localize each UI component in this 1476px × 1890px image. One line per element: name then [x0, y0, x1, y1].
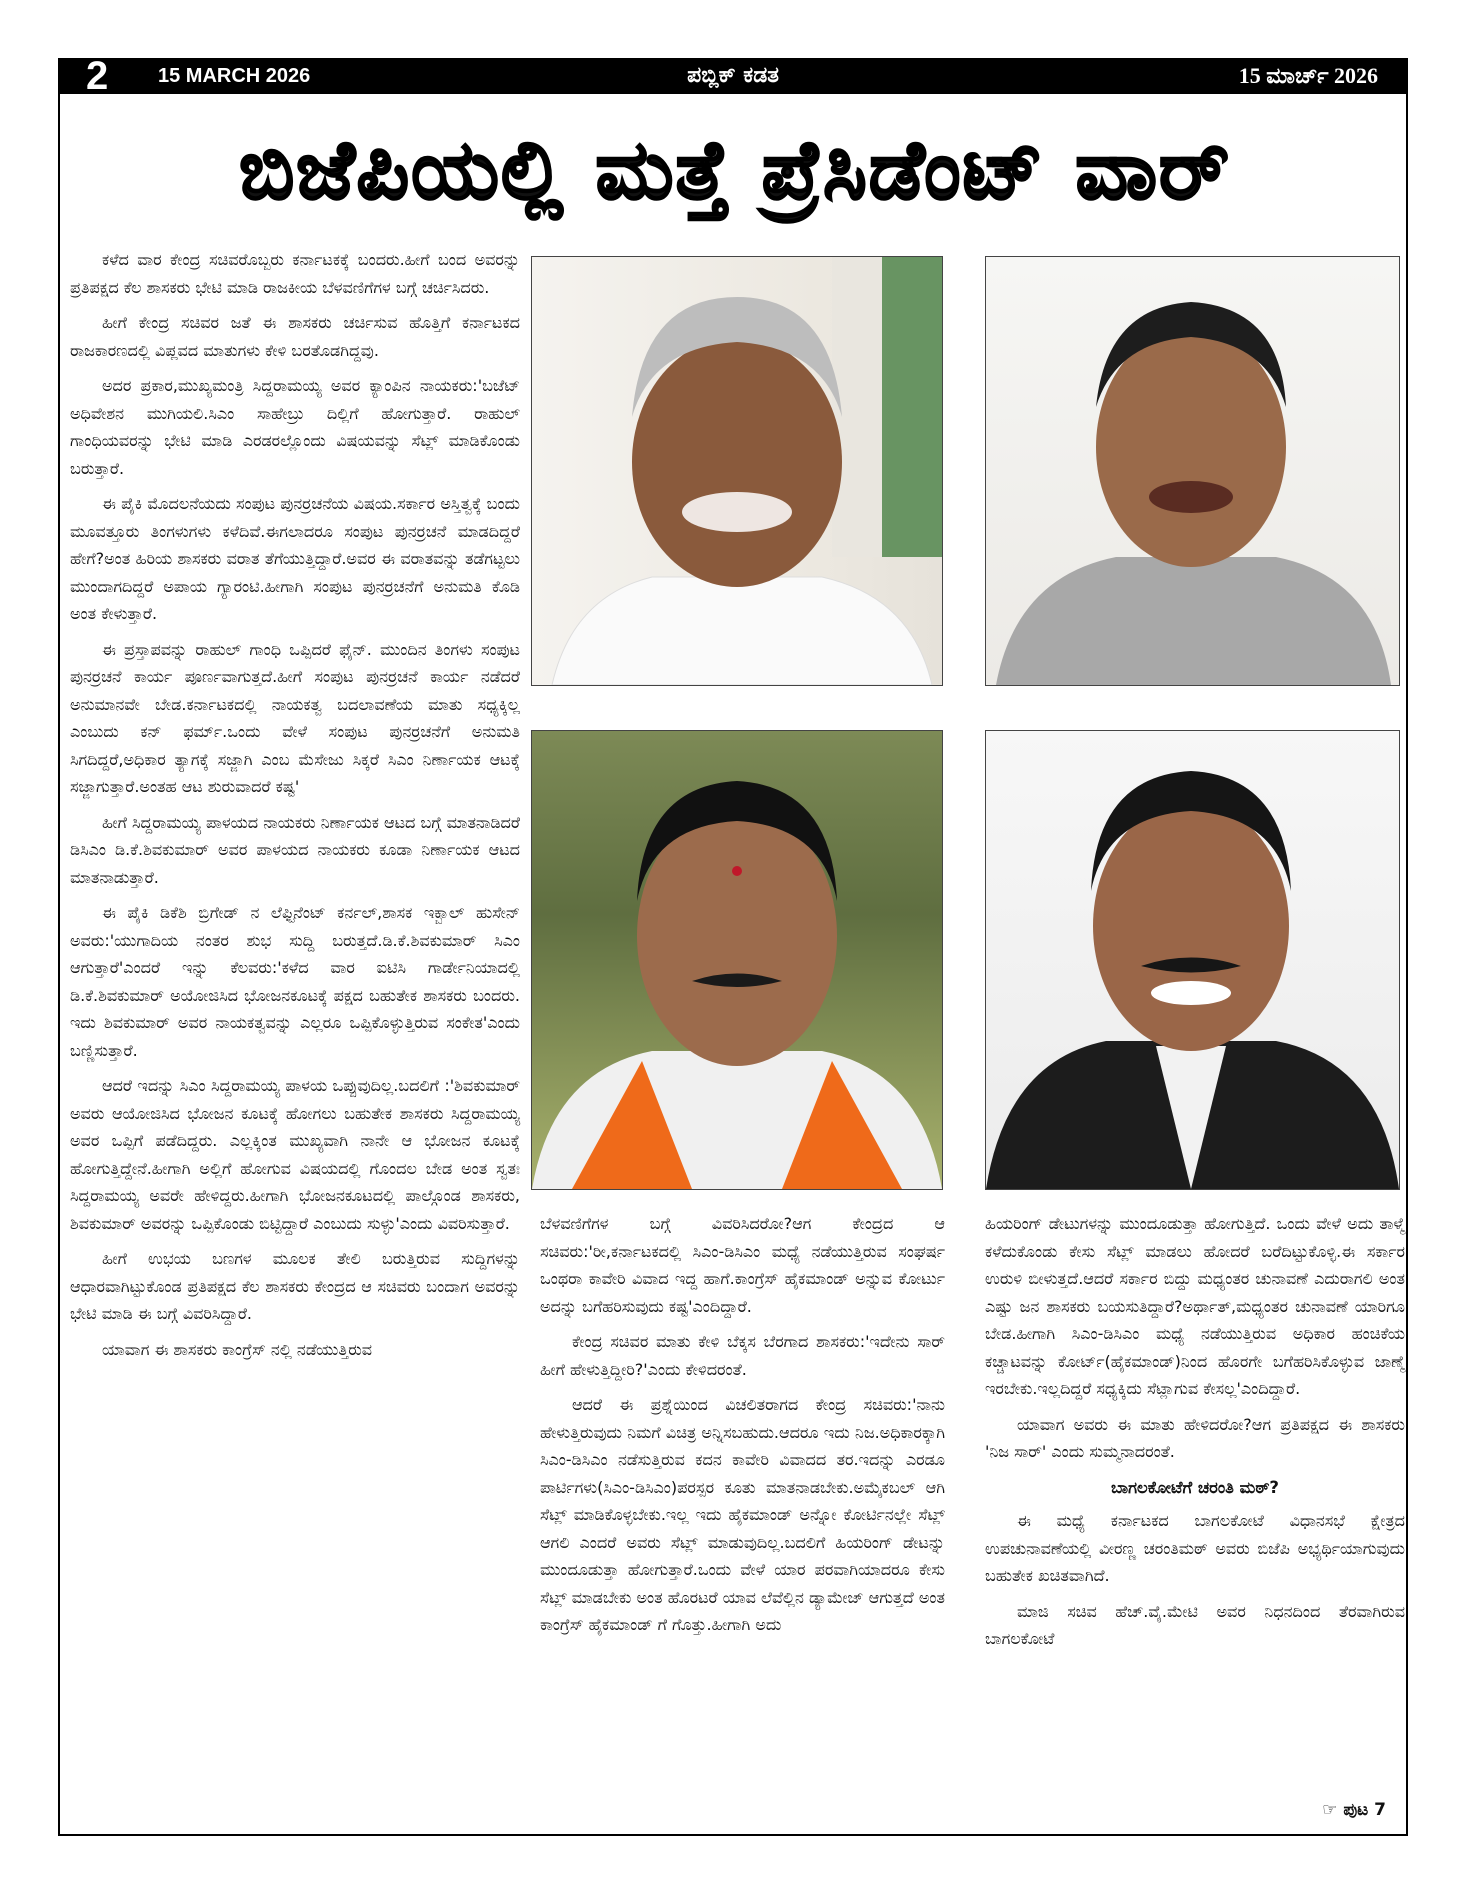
newspaper-name: ಪಬ್ಲಿಕ್ ಕಡತ	[687, 63, 779, 88]
article-column-3	[985, 1210, 1405, 1661]
paragraph: ಈ ಪ್ರಸ್ತಾಪವನ್ನು ರಾಹುಲ್ ಗಾಂಧಿ ಒಪ್ಪಿದರೆ ಫೈನ್. ಮುಂದಿನ ತಿಂಗಳು ಸಂಪುಟ ಪುನರ್ರಚನೆ ಕಾರ್ಯ ಪೂರ್ಣವಾಗುತ್ತದೆ.ಹೀಗೆ ಸಂಪುಟ ಪುನರ್ರಚನೆ ಕಾರ್ಯ ನಡೆದರೆ ಅನುಮಾನವೇ ಬೇಡ.ಕರ್ನಾಟಕದಲ್ಲಿ ನಾಯಕತ್ವ ಬದಲಾವಣೆಯ ಮಾತು ಸಧ್ಯಕ್ಕಿಲ್ಲ ಎಂಬುದು ಕನ್ ಫರ್ಮ್.ಒಂದು ವೇಳೆ ಸಂಪುಟ ಪುನರ್ರಚನೆಗೆ ಅನುಮತಿ ಸಿಗದಿದ್ದರೆ,ಅಧಿಕಾರ ತ್ಯಾಗಕ್ಕೆ ಸಜ್ಜಾಗಿ ಎಂಬ ಮೆಸೇಜು ಸಿಕ್ಕರೆ ಸಿಎಂ ನಿರ್ಣಾಯಕ ಆಟಕ್ಕೆ ಸಜ್ಜಾಗುತ್ತಾರೆ.ಅಂತಹ ಆಟ ಶುರುವಾದರೆ ಕಷ್ಟ'	[70, 639, 520, 796]
paragraph: ಈ ಮಧ್ಯೆ ಕರ್ನಾಟಕದ ಬಾಗಲಕೋಟೆ ವಿಧಾನಸಭೆ ಕ್ಷೇತ್ರದ ಉಪಚುನಾವಣೆಯಲ್ಲಿ ವೀರಣ್ಣ ಚರಂತಿಮಠ್ ಅವರು ಬಿಜೆಪಿ ಅಭ್ಯರ್ಥಿಯಾಗುವುದು ಬಹುತೇಕ ಖಚಿತವಾಗಿದೆ.	[985, 1511, 1405, 1585]
portrait-photo-2	[985, 256, 1400, 686]
paragraph: ಮಾಜಿ ಸಚಿವ ಹೆಚ್.ವೈ.ಮೇಟಿ ಅವರ ನಿಧನದಿಂದ ತೆರವಾಗಿರುವ ಬಾಗಲಕೋಟೆ	[985, 1601, 1405, 1648]
portrait-photo-4	[985, 730, 1400, 1190]
portrait-leader-black-jacket-image	[986, 731, 1399, 1189]
date-kannada: 15 ಮಾರ್ಚ್ 2026	[1238, 63, 1378, 88]
paragraph: ಕೇಂದ್ರ ಸಚಿವರ ಮಾತು ಕೇಳಿ ಬೆಕ್ಕಸ ಬೆರಗಾದ ಶಾಸಕರು:'ಇದೇನು ಸಾರ್ ಹೀಗೆ ಹೇಳುತ್ತಿದ್ದೀರಿ?'ಎಂದು ಕೇಳಿದರಂತೆ.	[540, 1332, 945, 1379]
paragraph: ಆದರೆ ಇದನ್ನು ಸಿಎಂ ಸಿದ್ದರಾಮಯ್ಯ ಪಾಳಯ ಒಪ್ಪುವುದಿಲ್ಲ.ಬದಲಿಗೆ :'ಶಿವಕುಮಾರ್ ಅವರು ಆಯೋಜಿಸಿದ ಭೋಜನ ಕೂಟಕ್ಕೆ ಹೋಗಲು ಬಹುತೇಕ ಶಾಸಕರು ಸಿದ್ದರಾಮಯ್ಯ ಅವರ ಒಪ್ಪಿಗೆ ಪಡೆದಿದ್ದರು. ಎಲ್ಲಕ್ಕಿಂತ ಮುಖ್ಯವಾಗಿ ನಾನೇ ಆ ಭೋಜನ ಕೂಟಕ್ಕೆ ಹೋಗುತ್ತಿದ್ದೇನೆ.ಹೀಗಾಗಿ ಅಲ್ಲಿಗೆ ಹೋಗುವ ವಿಷಯದಲ್ಲಿ ಗೊಂದಲ ಬೇಡ ಅಂತ ಸ್ವತಃ ಸಿದ್ದರಾಮಯ್ಯ ಅವರೇ ಹೇಳಿದ್ದರು.ಹೀಗಾಗಿ ಭೋಜನಕೂಟದಲ್ಲಿ ಪಾಲ್ಗೊಂಡ ಶಾಸಕರು, ಶಿವಕುಮಾರ್ ಅವರನ್ನು ಒಪ್ಪಿಕೊಂಡು ಬಿಟ್ಟಿದ್ದಾರೆ ಎಂಬುದು ಸುಳ್ಳು'ಎಂದು ವಿವರಿಸುತ್ತಾರೆ.	[70, 1076, 520, 1233]
portrait-photo-1	[531, 256, 943, 686]
paragraph: ಯಾವಾಗ ಅವರು ಈ ಮಾತು ಹೇಳಿದರೋ?ಆಗ ಪ್ರತಿಪಕ್ಷದ ಈ ಶಾಸಕರು 'ನಿಜ ಸಾರ್' ಎಂದು ಸುಮ್ಮನಾದರಂತೆ.	[985, 1414, 1405, 1461]
paragraph: ಅದರ ಪ್ರಕಾರ,ಮುಖ್ಯಮಂತ್ರಿ ಸಿದ್ದರಾಮಯ್ಯ ಅವರ ಕ್ಯಾಂಪಿನ ನಾಯಕರು:'ಬಜೆಟ್ ಅಧಿವೇಶನ ಮುಗಿಯಲಿ.ಸಿಎಂ ಸಾಹೇಬ್ರು ದಿಲ್ಲಿಗೆ ಹೋಗುತ್ತಾರೆ. ರಾಹುಲ್ ಗಾಂಧಿಯವರನ್ನು ಭೇಟಿ ಮಾಡಿ ಎರಡರಲ್ಲೊಂದು ವಿಷಯವನ್ನು ಸೆಟ್ಲ್ ಮಾಡಿಕೊಂಡು ಬರುತ್ತಾರೆ.	[70, 376, 520, 478]
portrait-photo-3	[531, 730, 943, 1190]
continued-label: ಪುಟ 7	[1343, 1800, 1386, 1820]
headline: ಬಿಜೆಪಿಯಲ್ಲಿ ಮತ್ತೆ ಪ್ರೆಸಿಡೆಂಟ್ ವಾರ್	[239, 123, 1231, 218]
portrait-senior-leader-image	[532, 257, 942, 685]
continued-page-ref	[1322, 1800, 1386, 1820]
paragraph: ಹೀಗೆ ಕೇಂದ್ರ ಸಚಿವರ ಜತೆ ಈ ಶಾಸಕರು ಚರ್ಚಿಸುವ ಹೊತ್ತಿಗೆ ಕರ್ನಾಟಕದ ರಾಜಕಾರಣದಲ್ಲಿ ವಿಪ್ಲವದ ಮಾತುಗಳು ಕೇಳಿ ಬರತೊಡಗಿದ್ದವು.	[70, 313, 520, 360]
continued-arrow-icon: ☞	[1322, 1800, 1338, 1820]
subheading: ಬಾಗಲಕೋಟೆಗೆ ಚರಂತಿ ಮಠ್?	[1110, 1477, 1279, 1497]
paragraph: ಬೆಳವಣಿಗೆಗಳ ಬಗ್ಗೆ ವಿವರಿಸಿದರೋ?ಆಗ ಕೇಂದ್ರದ ಆ ಸಚಿವರು:'ರೀ,ಕರ್ನಾಟಕದಲ್ಲಿ ಸಿಎಂ-ಡಿಸಿಎಂ ಮಧ್ಯೆ ನಡೆಯುತ್ತಿರುವ ಸಂಘರ್ಷ ಒಂಥರಾ ಕಾವೇರಿ ವಿವಾದ ಇದ್ದ ಹಾಗೆ.ಕಾಂಗ್ರೆಸ್ ಹೈಕಮಾಂಡ್ ಅನ್ನುವ ಕೋರ್ಟು ಅದನ್ನು ಬಗೆಹರಿಸುವುದು ಕಷ್ಟ'ಎಂದಿದ್ದಾರೆ.	[540, 1214, 945, 1316]
article-column-1	[70, 246, 520, 1371]
paragraph: ಈ ಪೈಕಿ ಮೊದಲನೆಯದು ಸಂಪುಟ ಪುನರ್ರಚನೆಯ ವಿಷಯ.ಸರ್ಕಾರ ಅಸ್ತಿತ್ವಕ್ಕೆ ಬಂದು ಮೂವತ್ತೂರು ತಿಂಗಳುಗಳು ಕಳೆದಿವೆ.ಈಗಲಾದರೂ ಸಂಪುಟ ಪುನರ್ರಚನೆ ಮಾಡದಿದ್ದರೆ ಹೇಗೆ?ಅಂತ ಹಿರಿಯ ಶಾಸಕರು ವರಾತ ತೆಗೆಯುತ್ತಿದ್ದಾರೆ.ಅವರ ಈ ವರಾತವನ್ನು ತಡೆಗಟ್ಟಲು ಮುಂದಾಗದಿದ್ದರೆ ಅಪಾಯ ಗ್ಯಾರಂಟಿ.ಹೀಗಾಗಿ ಸಂಪುಟ ಪುನರ್ರಚನೆಗೆ ಅನುಮತಿ ಕೊಡಿ ಅಂತ ಕೇಳುತ್ತಾರೆ.	[70, 494, 520, 623]
page-number: 2	[86, 54, 109, 98]
portrait-leader-saffron-scarf-image	[532, 731, 942, 1189]
paragraph: ಆದರೆ ಈ ಪ್ರಶ್ನೆಯಿಂದ ವಿಚಲಿತರಾಗದ ಕೇಂದ್ರ ಸಚಿವರು:'ನಾನು ಹೇಳುತ್ತಿರುವುದು ನಿಮಗೆ ವಿಚಿತ್ರ ಅನ್ನಿಸಬಹುದು.ಆದರೂ ಇದು ನಿಜ.ಅಧಿಕಾರಕ್ಕಾಗಿ ಸಿಎಂ-ಡಿಸಿಎಂ ನಡೆಸುತ್ತಿರುವ ಕದನ ಕಾವೇರಿ ವಿವಾದದ ತರ.ಇದನ್ನು ಎರಡೂ ಪಾರ್ಟಿಗಳು(ಸಿಎಂ-ಡಿಸಿಎಂ)ಪರಸ್ಪರ ಕೂತು ಮಾತನಾಡಬೇಕು.ಅಮೈಕಬಲ್ ಆಗಿ ಸೆಟ್ಲ್ ಮಾಡಿಕೊಳ್ಳಬೇಕು.ಇಲ್ಲ ಇದು ಹೈಕಮಾಂಡ್ ಅನ್ನೋ ಕೋರ್ಟಿನಲ್ಲೇ ಸೆಟ್ಲ್ ಆಗಲಿ ಎಂದರೆ ಅವರು ಸೆಟ್ಲ್ ಮಾಡುವುದಿಲ್ಲ.ಬದಲಿಗೆ ಹಿಯರಿಂಗ್ ಡೇಟನ್ನು ಮುಂದೂಡುತ್ತಾ ಹೋಗುತ್ತಾರೆ.ಒಂದು ವೇಳೆ ಯಾರ ಪರವಾಗಿಯಾದರೂ ಕೇಸು ಸೆಟ್ಲ್ ಮಾಡಬೇಕು ಅಂತ ಹೊರಟರೆ ಯಾವ ಲೆವೆಲ್ಲಿನ ಡ್ಯಾಮೇಜ್ ಆಗುತ್ತದೆ ಅಂತ ಕಾಂಗ್ರೆಸ್ ಹೈಕಮಾಂಡ್ ಗೆ ಗೊತ್ತು.ಹೀಗಾಗಿ ಅದು	[540, 1395, 945, 1634]
paragraph: ಯಾವಾಗ ಈ ಶಾಸಕರು ಕಾಂಗ್ರೆಸ್ ನಲ್ಲಿ ನಡೆಯುತ್ತಿರುವ	[102, 1339, 373, 1359]
paragraph: ಹೀಗೆ ಉಭಯ ಬಣಗಳ ಮೂಲಕ ತೇಲಿ ಬರುತ್ತಿರುವ ಸುದ್ದಿಗಳನ್ನು ಆಧಾರವಾಗಿಟ್ಟುಕೊಂಡ ಪ್ರತಿಪಕ್ಷದ ಕೆಲ ಶಾಸಕರು ಕೇಂದ್ರದ ಆ ಸಚಿವರು ಬಂದಾಗ ಅವರನ್ನು ಭೇಟಿ ಮಾಡಿ ಈ ಬಗ್ಗೆ ವಿವರಿಸಿದ್ದಾರೆ.	[70, 1249, 520, 1323]
page-header	[58, 54, 1408, 98]
paragraph: ಹೀಗೆ ಸಿದ್ದರಾಮಯ್ಯ ಪಾಳಯದ ನಾಯಕರು ನಿರ್ಣಾಯಕ ಆಟದ ಬಗ್ಗೆ ಮಾತನಾಡಿದರೆ ಡಿಸಿಎಂ ಡಿ.ಕೆ.ಶಿವಕುಮಾರ್ ಅವರ ಪಾಳಯದ ನಾಯಕರು ಕೂಡಾ ನಿರ್ಣಾಯಕ ಆಟದ ಮಾತನಾಡುತ್ತಾರೆ.	[70, 812, 520, 887]
portrait-leader-grey-shirt-image	[986, 257, 1399, 685]
paragraph: ಹಿಯರಿಂಗ್ ಡೇಟುಗಳನ್ನು ಮುಂದೂಡುತ್ತಾ ಹೋಗುತ್ತಿದೆ. ಒಂದು ವೇಳೆ ಅದು ತಾಳ್ಮೆ ಕಳೆದುಕೊಂಡು ಕೇಸು ಸೆಟ್ಲ್ ಮಾಡಲು ಹೋದರೆ ಬರೆದಿಟ್ಟುಕೊಳ್ಳಿ.ಈ ಸರ್ಕಾರ ಉರುಳಿ ಬೀಳುತ್ತದೆ.ಆದರೆ ಸರ್ಕಾರ ಬಿದ್ದು ಮಧ್ಯಂತರ ಚುನಾವಣೆ ಎದುರಾಗಲಿ ಅಂತ ಎಷ್ಟು ಜನ ಶಾಸಕರು ಬಯಸುತಿದ್ದಾರೆ?ಅರ್ಥಾತ್,ಮಧ್ಯಂತರ ಚುನಾವಣೆ ಯಾರಿಗೂ ಬೇಡ.ಹೀಗಾಗಿ ಸಿಎಂ-ಡಿಸಿಎಂ ಮಧ್ಯೆ ನಡೆಯುತ್ತಿರುವ ಅಧಿಕಾರ ಹಂಚಿಕೆಯ ಕಚ್ಚಾಟವನ್ನು ಕೋರ್ಟ್(ಹೈಕಮಾಂಡ್)ನಿಂದ ಹೊರಗೇ ಬಗೆಹರಿಸಿಕೊಳ್ಳುವ ಜಾಣ್ಮೆ ಇರಬೇಕು.ಇಲ್ಲದಿದ್ದರೆ ಸಧ್ಯಕ್ಕಿದು ಸೆಟ್ಲಾಗುವ ಕೇಸಲ್ಲ'ಎಂದಿದ್ದಾರೆ.	[985, 1214, 1405, 1398]
paragraph: ಈ ಪೈಕಿ ಡಿಕೆಶಿ ಬ್ರಿಗೇಡ್ ನ ಲೆಫ್ಟಿನೆಂಟ್ ಕರ್ನಲ್,ಶಾಸಕ ಇಕ್ಬಾಲ್ ಹುಸೇನ್ ಅವರು:'ಯುಗಾದಿಯ ನಂತರ ಶುಭ ಸುದ್ದಿ ಬರುತ್ತದೆ.ಡಿ.ಕೆ.ಶಿವಕುಮಾರ್ ಸಿಎಂ ಆಗುತ್ತಾರೆ'ಎಂದರೆ ಇನ್ನು ಕೆಲವರು:'ಕಳೆದ ವಾರ ಐಟಿಸಿ ಗಾರ್ಡೇನಿಯಾದಲ್ಲಿ ಡಿ.ಕೆ.ಶಿವಕುಮಾರ್ ಅಯೋಜಿಸಿದ ಭೋಜನಕೂಟಕ್ಕೆ ಪಕ್ಷದ ಬಹುತೇಕ ಶಾಸಕರು ಬಂದರು. ಇದು ಶಿವಕುಮಾರ್ ಅವರ ನಾಯಕತ್ವವನ್ನು ಎಲ್ಲರೂ ಒಪ್ಪಿಕೊಳ್ಳುತ್ತಿರುವ ಸಂಕೇತ'ಎಂದು ಬಣ್ಣಿಸುತ್ತಾರೆ.	[70, 903, 520, 1060]
paragraph: ಕಳೆದ ವಾರ ಕೇಂದ್ರ ಸಚಿವರೊಬ್ಬರು ಕರ್ನಾಟಕಕ್ಕೆ ಬಂದರು.ಹೀಗೆ ಬಂದ ಅವರನ್ನು ಪ್ರತಿಪಕ್ಷದ ಕೆಲ ಶಾಸಕರು ಭೇಟಿ ಮಾಡಿ ರಾಜಕೀಯ ಬೆಳವಣಿಗೆಗಳ ಬಗ್ಗೆ ಚರ್ಚಿಸಿದರು.	[70, 250, 520, 297]
date-english: 15 MARCH 2026	[158, 65, 311, 87]
article-column-2	[540, 1210, 945, 1647]
